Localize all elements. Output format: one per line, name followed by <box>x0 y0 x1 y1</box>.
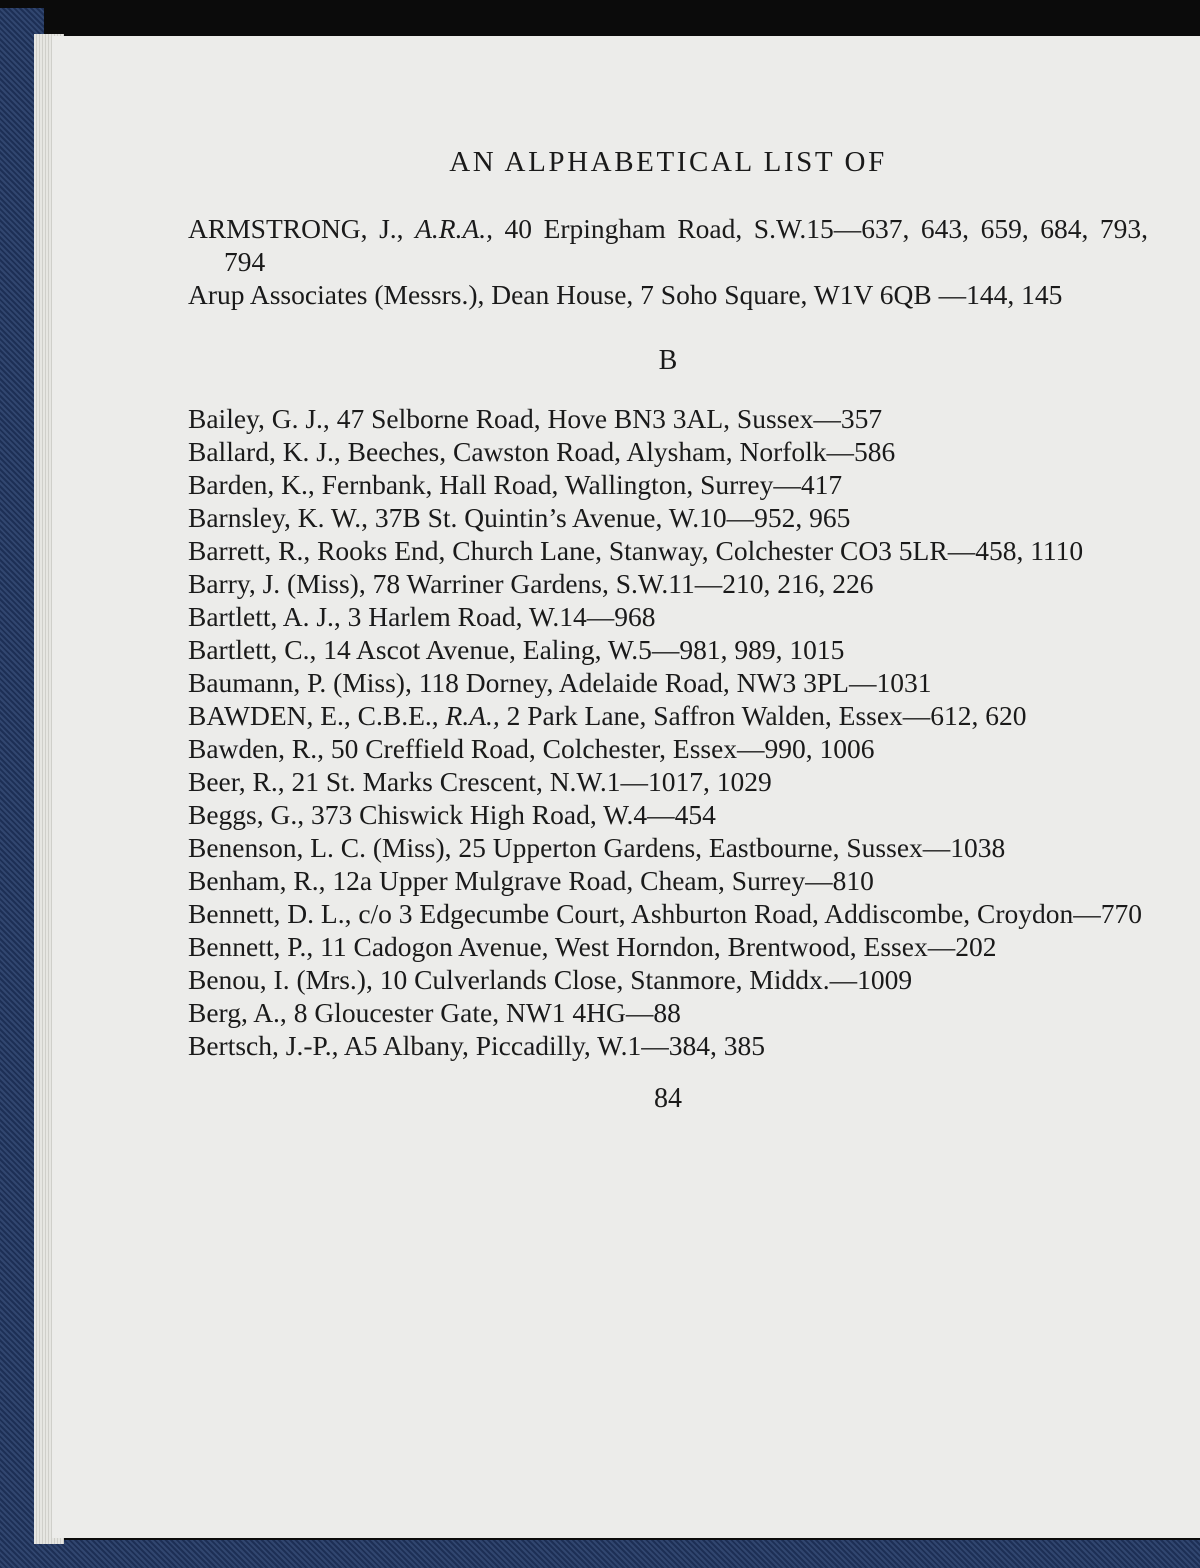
list-entry <box>188 732 1148 765</box>
list-entry <box>188 468 1148 501</box>
entry-address: 373 Chiswick High Road, W.4—454 <box>311 799 716 830</box>
page-number: 84 <box>654 1083 682 1114</box>
entry-address: 37B St. Quintin’s Avenue, W.10—952, 965 <box>374 502 851 533</box>
list-entry <box>188 831 1148 864</box>
list-entry <box>188 666 1148 699</box>
entry-name: Benou, I. (Mrs.), <box>188 964 373 995</box>
list-entry <box>188 996 1148 1029</box>
list-entry <box>188 633 1148 666</box>
list-entry <box>188 402 1148 435</box>
entry-name: Berg, A., <box>188 997 287 1028</box>
list-entry <box>188 212 1148 278</box>
entry-address: 50 Creffield Road, Colchester, Essex—990, 1006 <box>330 733 875 764</box>
entry-name: ARMSTRONG, J., <box>188 213 404 244</box>
book-cover-bottom <box>0 1540 1200 1568</box>
list-entry <box>188 897 1148 930</box>
entry-address: 12a Upper Mulgrave Road, Cheam, Surrey—810 <box>332 865 874 896</box>
entry-address: 14 Ascot Avenue, Ealing, W.5—981, 989, 1015 <box>323 634 845 665</box>
entry-address: 47 Selborne Road, Hove BN3 3AL, Sussex—357 <box>336 403 883 434</box>
entry-address: 118 Dorney, Adelaide Road, NW3 3PL—1031 <box>418 667 932 698</box>
entry-name: Bartlett, C., <box>188 634 317 665</box>
entries-b <box>188 402 1148 1062</box>
entry-address: 40 Erpingham Road, S.W.15—637, 643, 659, 684, 793, 794 <box>224 213 1149 277</box>
list-entry <box>188 534 1148 567</box>
entry-name: Arup Associates (Messrs.), <box>188 279 485 310</box>
entry-name: Baumann, P. (Miss), <box>188 667 412 698</box>
entry-address: 3 Harlem Road, W.14—968 <box>347 601 656 632</box>
entry-address: 8 Gloucester Gate, NW1 4HG—88 <box>293 997 681 1028</box>
section-letter: B <box>658 345 678 376</box>
entry-address: Dean House, 7 Soho Square, W1V 6QB —144, 145 <box>491 279 1063 310</box>
entry-address: Rooks End, Church Lane, Stanway, Colchester CO3 5LR—458, 1110 <box>317 535 1084 566</box>
entry-address: 10 Culverlands Close, Stanmore, Middx.—1009 <box>379 964 913 995</box>
list-entry <box>188 963 1148 996</box>
entry-name: Barry, J. (Miss), <box>188 568 366 599</box>
book-page <box>52 36 1200 1538</box>
list-entry <box>188 699 1148 732</box>
list-entry <box>188 864 1148 897</box>
entry-name: Bailey, G. J., <box>188 403 330 434</box>
entry-name: Bennett, D. L., <box>188 898 352 929</box>
entry-name: Beggs, G., <box>188 799 305 830</box>
list-entry <box>188 930 1148 963</box>
list-entry <box>188 1029 1148 1062</box>
entry-name: Beer, R., <box>188 766 285 797</box>
entry-name: Barnsley, K. W., <box>188 502 369 533</box>
entry-address: Beeches, Cawston Road, Alysham, Norfolk—586 <box>347 436 896 467</box>
entries-a <box>188 212 1148 311</box>
entry-honours: A.R.A., <box>415 213 493 244</box>
entry-name: Benenson, L. C. (Miss), <box>188 832 452 863</box>
entry-name: BAWDEN, E., C.B.E., <box>188 700 439 731</box>
list-entry <box>188 435 1148 468</box>
entry-address: 2 Park Lane, Saffron Walden, Essex—612, 620 <box>506 700 1027 731</box>
list-entry <box>188 278 1148 311</box>
list-entry <box>188 567 1148 600</box>
list-entry <box>188 501 1148 534</box>
running-heading: AN ALPHABETICAL LIST OF <box>449 146 887 178</box>
entry-name: Bennett, P., <box>188 931 314 962</box>
entry-honours: R.A., <box>445 700 500 731</box>
entry-name: Benham, R., <box>188 865 326 896</box>
entry-address: c/o 3 Edgecumbe Court, Ashburton Road, Addiscombe, Croydon—770 <box>358 898 1142 929</box>
entry-address: 21 St. Marks Crescent, N.W.1—1017, 1029 <box>291 766 772 797</box>
entry-address: Fernbank, Hall Road, Wallington, Surrey—417 <box>321 469 843 500</box>
entry-name: Bartlett, A. J., <box>188 601 341 632</box>
page-content <box>188 144 1148 1115</box>
entry-address: 11 Cadogon Avenue, West Horndon, Brentwood, Essex—202 <box>320 931 997 962</box>
list-entry <box>188 600 1148 633</box>
entry-name: Barden, K., <box>188 469 315 500</box>
entry-name: Bawden, R., <box>188 733 324 764</box>
list-entry <box>188 765 1148 798</box>
list-entry <box>188 798 1148 831</box>
entry-name: Bertsch, J.-P., <box>188 1030 339 1061</box>
entry-address: 25 Upperton Gardens, Eastbourne, Sussex—1038 <box>458 832 1006 863</box>
entry-address: A5 Albany, Piccadilly, W.1—384, 385 <box>343 1030 765 1061</box>
entry-address: 78 Warriner Gardens, S.W.11—210, 216, 226 <box>372 568 874 599</box>
entry-name: Barrett, R., <box>188 535 311 566</box>
entry-name: Ballard, K. J., <box>188 436 341 467</box>
